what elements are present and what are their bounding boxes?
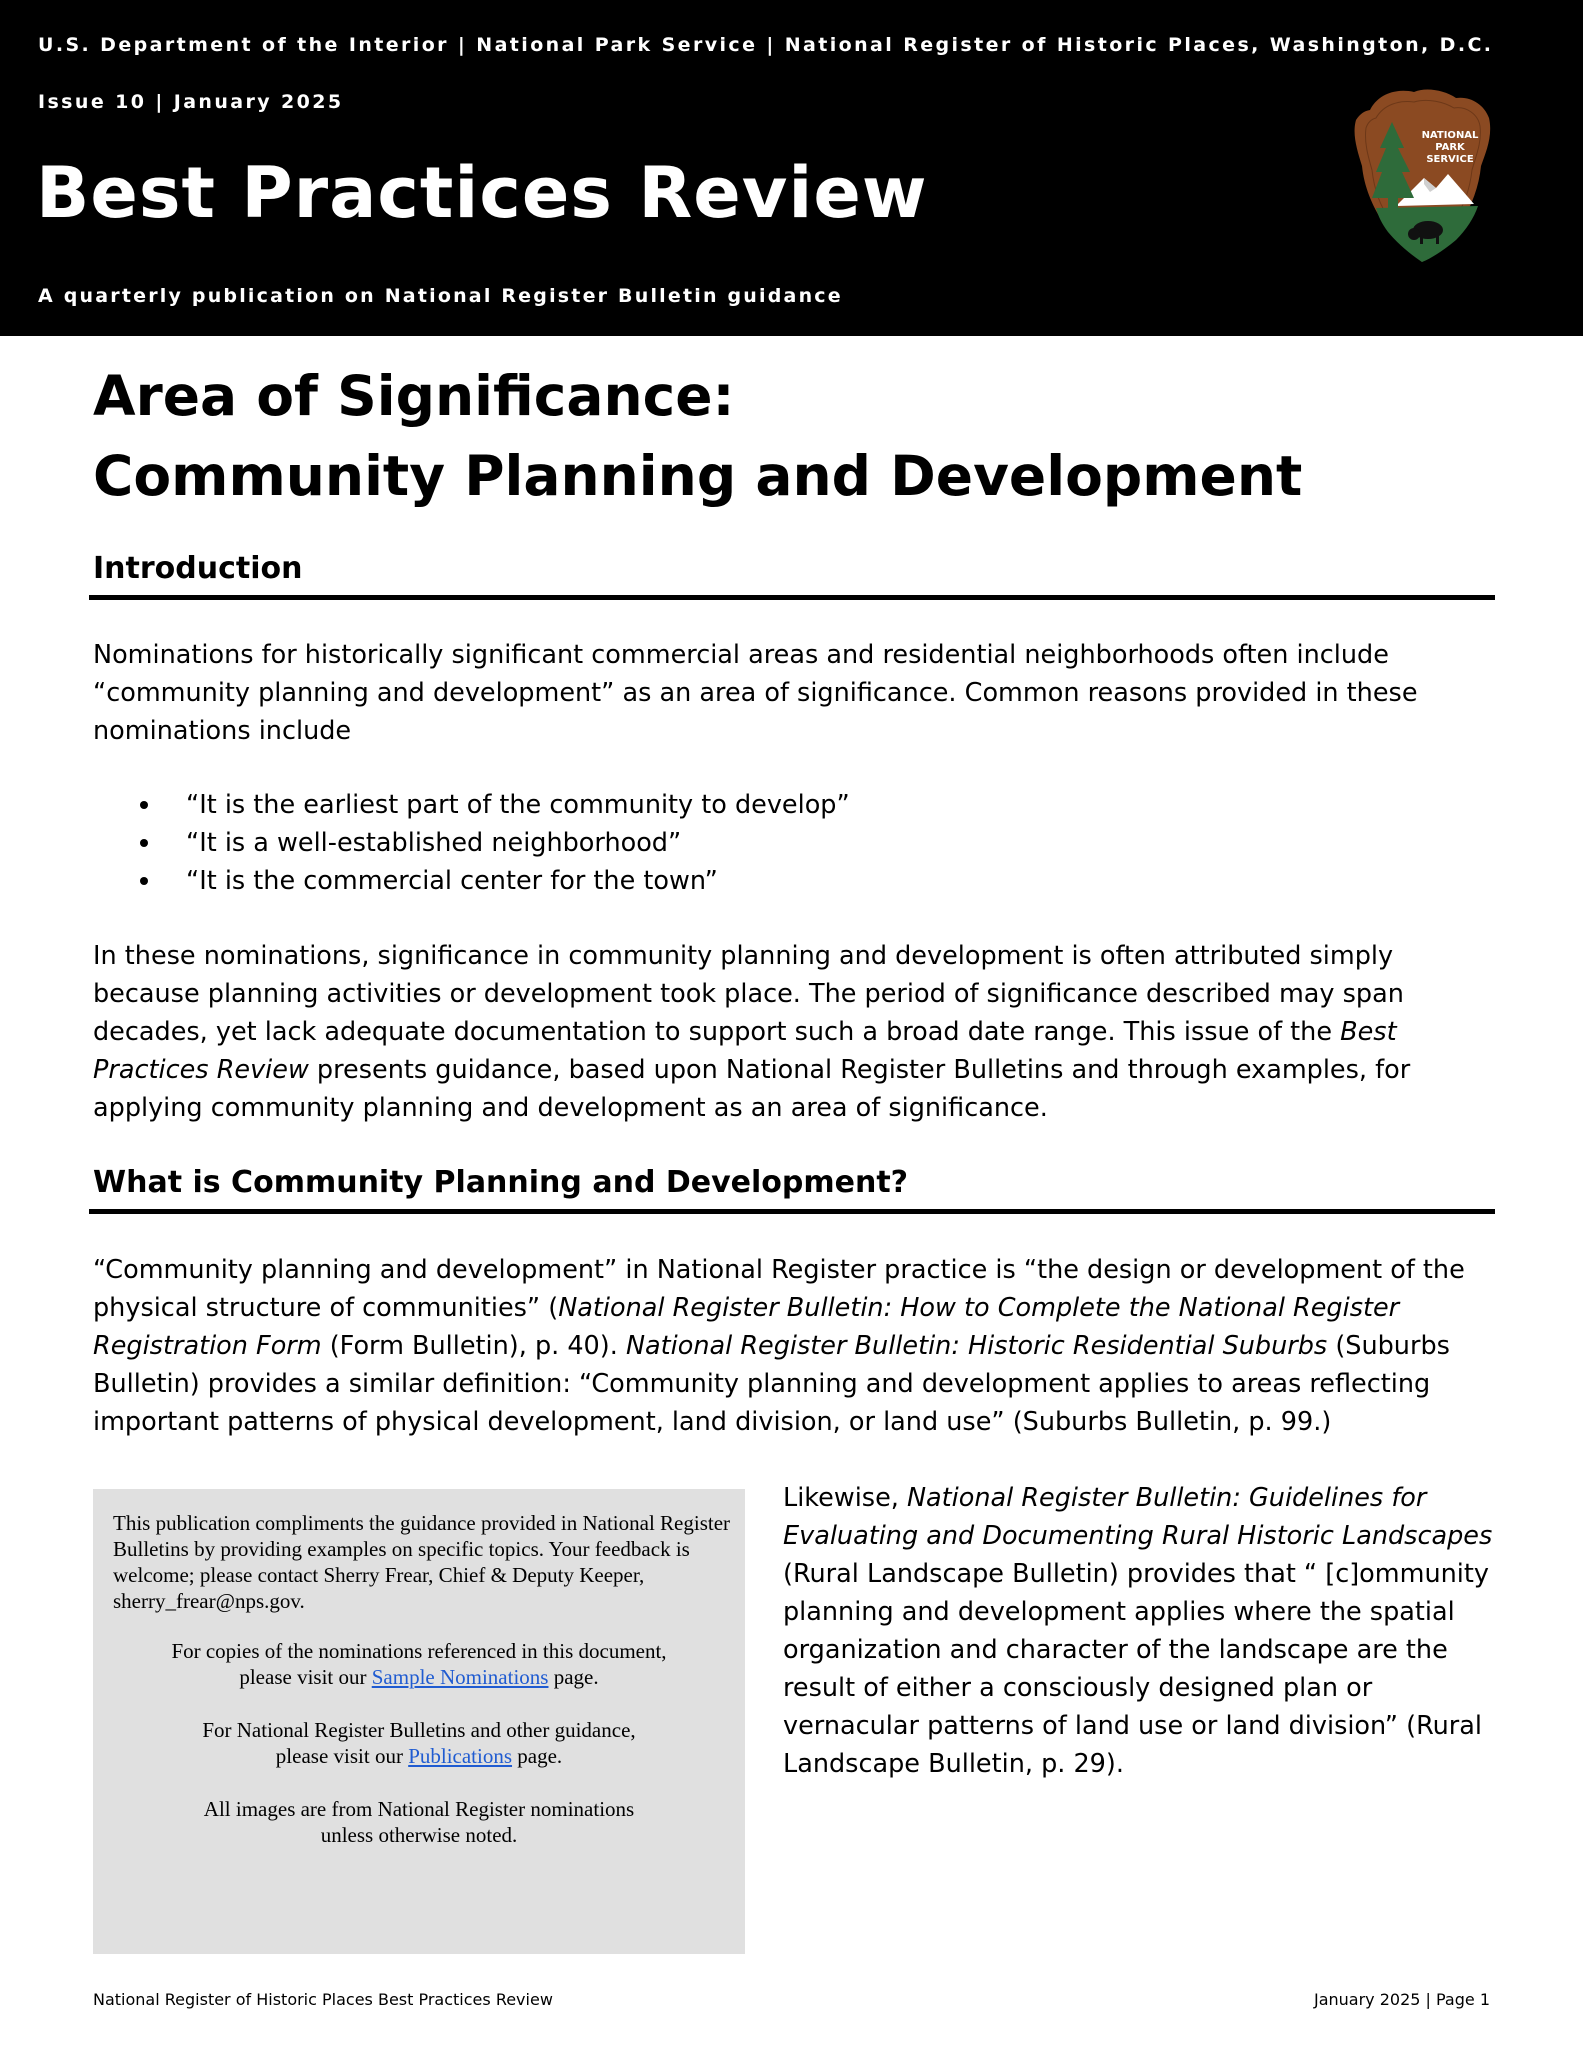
nps-arrowhead-icon <box>1352 88 1492 264</box>
sidebox-publications <box>93 1717 745 1769</box>
sidebox-images-line2: unless otherwise noted. <box>320 1823 518 1847</box>
what-is-heading: What is Community Planning and Development? <box>93 1165 909 1200</box>
logo-text-park: PARK <box>1435 142 1465 153</box>
definition-text-e: (Suburbs Bulletin) provides a similar definition: “Community planning and development applies to areas reflecting important patterns of physical development, land division, or land use” (Suburbs Bulletin, p. 99.) <box>93 1331 1450 1437</box>
issue-line: Issue 10 | January 2025 <box>38 91 344 113</box>
article-title-line2: Community Planning and Development <box>93 444 1303 508</box>
logo-text-service: SERVICE <box>1426 154 1474 165</box>
masthead <box>0 0 1583 336</box>
rural-text-a: Likewise, <box>783 1483 907 1513</box>
list-item <box>93 786 1093 824</box>
sidebox-nominations <box>93 1638 745 1690</box>
sidebox-nominations-post: page. <box>548 1665 599 1689</box>
definition-text-c: (Form Bulletin), p. 40). <box>321 1331 626 1361</box>
list-item <box>93 824 1093 862</box>
publication-tagline: A quarterly publication on National Register Bulletin guidance <box>38 285 843 307</box>
list-item-text: “It is the commercial center for the town” <box>186 866 718 896</box>
rural-text-c: (Rural Landscape Bulletin) provides that “ [c]ommunity planning and development applies where the spatial organization and character of the landscape are the result of either a consciously designed plan or vernacular patterns of land use or land division” (Rural Landscape Bulletin, p. 29). <box>783 1559 1489 1779</box>
section-divider <box>89 1209 1495 1214</box>
publication-title: Best Practices Review <box>36 152 928 234</box>
list-item-text: “It is the earliest part of the community to develop” <box>186 790 850 820</box>
bison-leg <box>1420 236 1423 244</box>
sample-nominations-link[interactable]: Sample Nominations <box>371 1665 549 1689</box>
publication-name: Best Practices Review <box>93 1017 1397 1085</box>
sidebox-intro: This publication compliments the guidance provided in National Register Bulletins by providing examples on specific topics. Your feedback is welcome; please contact Sherry Frear, Chief & Deputy Keeper, sherry_frear@nps.gov. <box>113 1511 731 1613</box>
footer-publication: National Register of Historic Places Best Practices Review <box>93 1990 553 2009</box>
bullet-icon <box>140 801 148 809</box>
footer-page-number: January 2025 | Page 1 <box>1313 1990 1490 2009</box>
list-item-text: “It is a well-established neighborhood” <box>186 828 682 858</box>
introduction-heading: Introduction <box>93 551 303 586</box>
sidebox-nominations-line1: For copies of the nominations referenced in this document, <box>171 1639 667 1663</box>
sidebox-images-line1: All images are from National Register nominations <box>203 1797 635 1821</box>
intro-paragraph-2-b: presents guidance, based upon National Register Bulletins and through examples, for applying community planning and development as an area of significance. <box>93 1055 1411 1123</box>
info-sidebox <box>93 1489 745 1954</box>
suburbs-bulletin-title: National Register Bulletin: Historic Residential Suburbs <box>625 1331 1328 1361</box>
rural-bulletin-title: National Register Bulletin: Guidelines for Evaluating and Documenting Rural Historic Landscapes <box>783 1483 1493 1551</box>
logo-text-national: NATIONAL <box>1421 130 1479 141</box>
intro-paragraph-1: Nominations for historically significant commercial areas and residential neighborhoods often include “community planning and development” as an area of significance. Common reasons provided in these nominations include <box>93 640 1418 746</box>
article-title <box>93 356 1493 516</box>
department-line: U.S. Department of the Interior | National Park Service | National Register of Historic Places, Washington, D.C. <box>38 34 1494 56</box>
bison-head <box>1408 228 1420 240</box>
sidebox-publications-line1: For National Register Bulletins and other guidance, <box>202 1718 636 1742</box>
form-bulletin-title: National Register Bulletin: How to Complete the National Register Registration Form <box>93 1293 1400 1361</box>
bullet-icon <box>140 877 148 885</box>
article-title-line1: Area of Significance: <box>93 364 735 428</box>
sidebox-publications-pre: please visit our <box>275 1744 409 1768</box>
sidebox-publications-post: page. <box>512 1744 563 1768</box>
intro-paragraph-2 <box>93 937 1498 1127</box>
rural-landscape-paragraph <box>783 1479 1503 1783</box>
intro-paragraph-2-a: In these nominations, significance in community planning and development is often attributed simply because planning activities or development took place. The period of significance described may span decades, yet lack adequate documentation to support such a broad date range. This issue of the <box>93 941 1404 1047</box>
definition-paragraph <box>93 1251 1498 1441</box>
bison-leg <box>1436 236 1439 244</box>
sidebox-images-note <box>93 1796 745 1848</box>
list-item <box>93 862 1093 900</box>
section-divider <box>89 595 1495 600</box>
reasons-list <box>93 786 1093 900</box>
publications-link[interactable]: Publications <box>408 1744 513 1768</box>
bullet-icon <box>140 839 148 847</box>
definition-text-a: “Community planning and development” in National Register practice is “the design or development of the physical structure of communities” ( <box>93 1255 1465 1323</box>
sidebox-nominations-pre: please visit our <box>239 1665 372 1689</box>
